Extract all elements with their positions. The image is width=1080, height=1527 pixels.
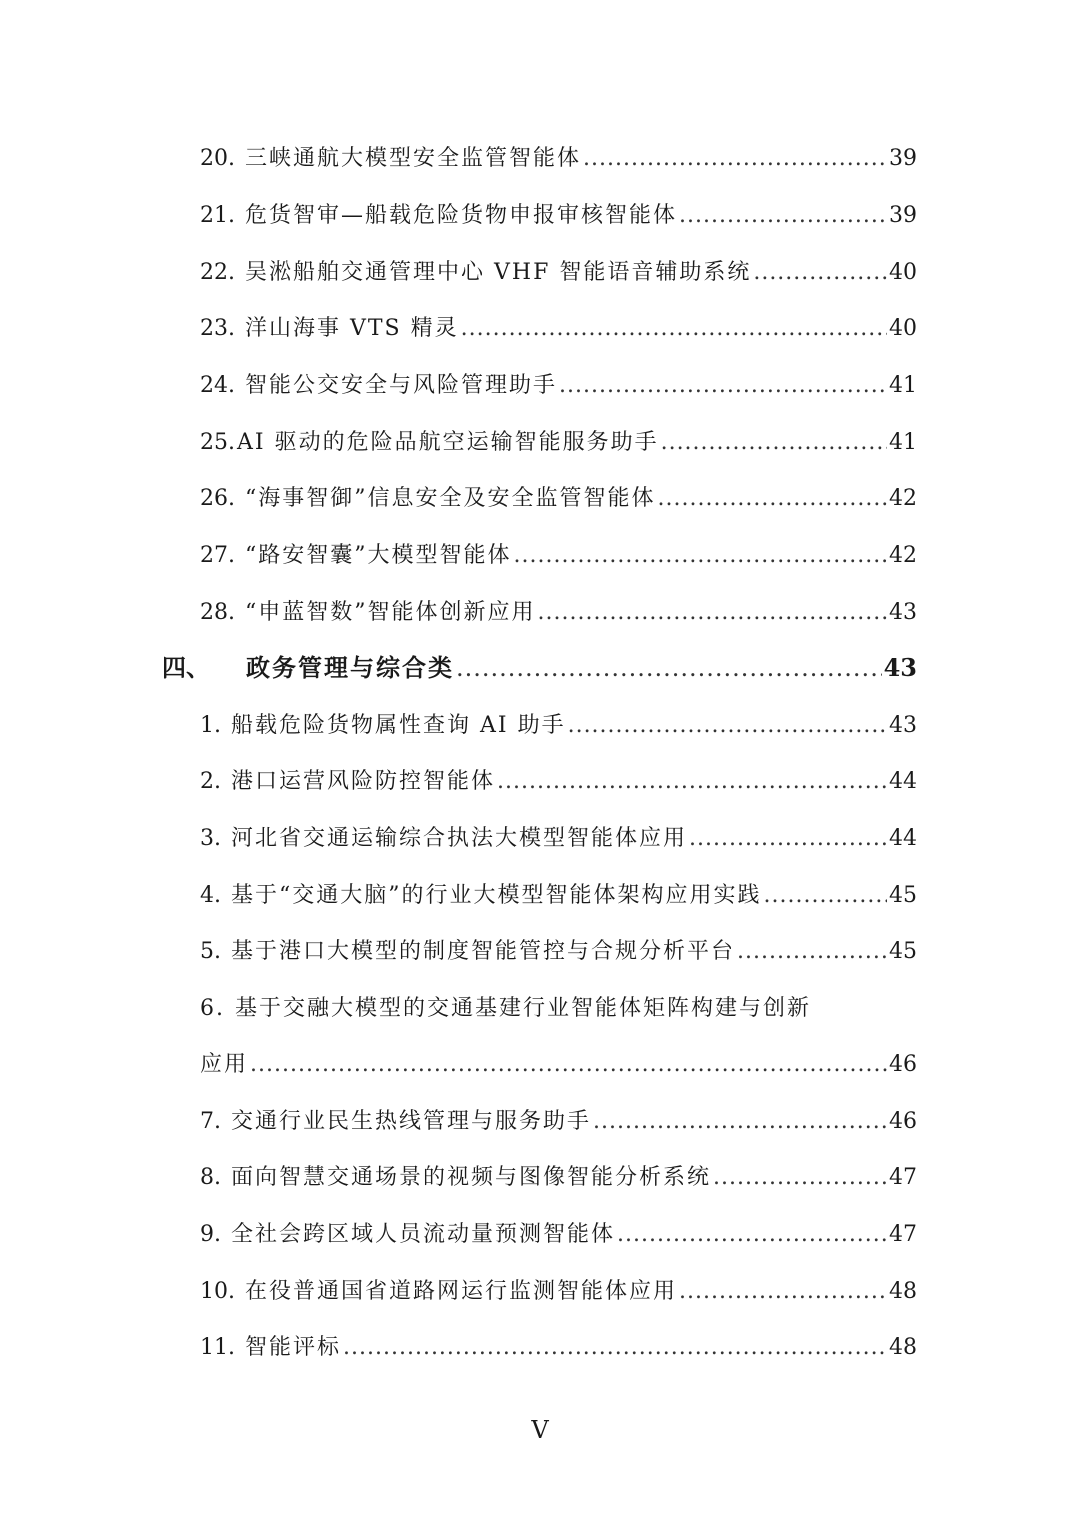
dot-leader [538, 593, 888, 633]
dot-leader [497, 762, 887, 802]
toc-entry[interactable]: 4. 基于“交通大脑”的行业大模型智能体架构应用实践 ..... 45 [200, 876, 917, 916]
dot-leader [737, 932, 887, 972]
dot-leader [456, 648, 882, 688]
toc-page-number: 43 [889, 713, 917, 738]
toc-entry[interactable]: 11. 智能评标 ..... 48 [200, 1328, 917, 1368]
toc-entry-title: 河北省交通运输综合执法大模型智能体应用 [231, 826, 688, 851]
toc-entry[interactable] [200, 1045, 917, 1085]
toc-entry[interactable]: 22. 吴淞船舶交通管理中心 VHF 智能语音辅助系统 ..... 40 [200, 253, 917, 293]
dot-leader [250, 1045, 887, 1085]
toc-entry-title: 交通行业民生热线管理与服务助手 [231, 1109, 592, 1134]
toc-entry[interactable]: 9. 全社会跨区域人员流动量预测智能体 ..... 47 [200, 1215, 917, 1255]
toc-page-number: 46 [889, 1109, 917, 1134]
toc-page-number: 43 [889, 600, 917, 625]
toc-entry[interactable]: 24. 智能公交安全与风险管理助手 ..... 41 [200, 366, 917, 406]
toc-entry[interactable]: 23. 洋山海事 VTS 精灵 ..... 40 [200, 309, 917, 349]
toc-page-number: 45 [889, 939, 917, 964]
dot-leader [461, 309, 887, 349]
dot-leader [617, 1215, 887, 1255]
toc-entry[interactable]: 3. 河北省交通运输综合执法大模型智能体应用 ..... 44 [200, 819, 917, 859]
toc-entry[interactable]: 26. “海事智御”信息安全及安全监管智能体 ..... 42 [200, 479, 917, 519]
toc-entry-title: 船载危险货物属性查询 AI 助手 [231, 713, 566, 738]
toc-page-number: 40 [889, 316, 917, 341]
page-footer-number: V [531, 1416, 549, 1444]
toc-page-number: 41 [889, 430, 917, 455]
toc-section-heading[interactable]: 四、 政务管理与综合类 ..... 43 [162, 648, 917, 688]
toc-page-number: 48 [889, 1279, 917, 1304]
toc-entry[interactable]: 28. “申蓝智数”智能体创新应用 ..... 43 [200, 593, 917, 633]
toc-entry-title: 智能评标 [245, 1335, 342, 1360]
toc-entry[interactable]: 1. 船载危险货物属性查询 AI 助手 ..... 43 [200, 706, 917, 746]
dot-leader [593, 1102, 887, 1142]
toc-page-number: 45 [889, 883, 917, 908]
toc-entry[interactable]: 27. “路安智囊”大模型智能体 ..... 42 [200, 536, 917, 576]
toc-entry-title: 洋山海事 VTS 精灵 [245, 316, 459, 341]
toc-entry[interactable]: 20. 三峡通航大模型安全监管智能体 ..... 39 [200, 139, 917, 179]
dot-leader [661, 423, 887, 463]
toc-entry-title: 全社会跨区域人员流动量预测智能体 [231, 1222, 616, 1247]
toc-entry-title: 基于交融大模型的交通基建行业智能体矩阵构建与创新 [235, 996, 812, 1021]
toc-page-number: 39 [889, 146, 917, 171]
toc-page-number: 40 [889, 260, 917, 285]
dot-leader [679, 1272, 887, 1312]
toc-page-number: 42 [889, 543, 917, 568]
toc-page-number: 42 [889, 486, 917, 511]
toc-page-number: 41 [889, 373, 917, 398]
dot-leader [764, 876, 888, 916]
toc-entry-title: 基于港口大模型的制度智能管控与合规分析平台 [231, 939, 736, 964]
toc-page-number: 47 [889, 1222, 917, 1247]
toc-entry-title: AI 驱动的危险品航空运输智能服务助手 [237, 430, 659, 455]
toc-entry-title: 吴淞船舶交通管理中心 VHF 智能语音辅助系统 [245, 260, 752, 285]
dot-leader [689, 819, 887, 859]
toc-entry[interactable]: 8. 面向智慧交通场景的视频与图像智能分析系统 ..... 47 [200, 1158, 917, 1198]
toc-page-number: 46 [889, 1052, 917, 1077]
dot-leader [568, 706, 887, 746]
toc-entry-title: 在役普通国省道路网运行监测智能体应用 [245, 1279, 678, 1304]
toc-entry-title: 港口运营风险防控智能体 [231, 769, 496, 794]
toc-entry-title: 危货智审—船载危险货物申报审核智能体 [245, 203, 678, 228]
toc-entry-first-line[interactable]: 6. 基于交融大模型的交通基建行业智能体矩阵构建与创新 [200, 996, 812, 1021]
toc-entry-title: 面向智慧交通场景的视频与图像智能分析系统 [231, 1165, 712, 1190]
toc-section-title: 政务管理与综合类 [246, 653, 454, 682]
dot-leader [514, 536, 888, 576]
toc-page-number: 39 [889, 203, 917, 228]
toc-entry-continuation: 应用 [200, 1052, 249, 1077]
toc-entry-title: “海事智御”信息安全及安全监管智能体 [245, 486, 656, 511]
toc-entry-title: “申蓝智数”智能体创新应用 [245, 600, 536, 625]
toc-entry-title: 三峡通航大模型安全监管智能体 [245, 146, 582, 171]
dot-leader [583, 139, 887, 179]
toc-entry[interactable]: 21. 危货智审—船载危险货物申报审核智能体 ..... 39 [200, 196, 917, 236]
toc-entry[interactable]: 25. AI 驱动的危险品航空运输智能服务助手 ..... 41 [200, 423, 917, 463]
toc-entry[interactable]: 7. 交通行业民生热线管理与服务助手 ..... 46 [200, 1102, 917, 1142]
toc-entry[interactable]: 2. 港口运营风险防控智能体 ..... 44 [200, 762, 917, 802]
dot-leader [658, 479, 888, 519]
toc-page-number: 48 [889, 1335, 917, 1360]
toc-page-number: 44 [889, 769, 917, 794]
toc-entry[interactable]: 5. 基于港口大模型的制度智能管控与合规分析平台 ..... 45 [200, 932, 917, 972]
toc-page-number: 47 [889, 1165, 917, 1190]
dot-leader [679, 196, 887, 236]
dot-leader [559, 366, 887, 406]
toc-entry[interactable]: 10. 在役普通国省道路网运行监测智能体应用 ..... 48 [200, 1272, 917, 1312]
toc-entry-title: 智能公交安全与风险管理助手 [245, 373, 558, 398]
dot-leader [753, 253, 887, 293]
toc-entry-title: 基于“交通大脑”的行业大模型智能体架构应用实践 [231, 883, 762, 908]
dot-leader [713, 1158, 887, 1198]
toc-entry-title: “路安智囊”大模型智能体 [245, 543, 512, 568]
toc-page-number: 44 [889, 826, 917, 851]
toc-page-number: 43 [883, 653, 917, 682]
dot-leader [343, 1328, 887, 1368]
